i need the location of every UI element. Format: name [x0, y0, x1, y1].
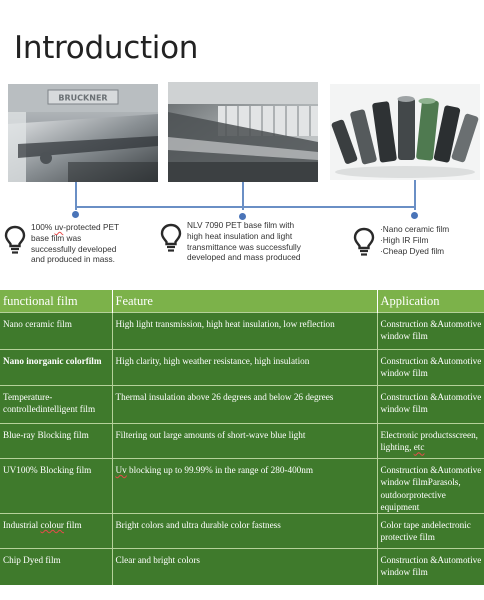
- milestone-3-text: [380, 224, 449, 256]
- text-segment: successfully developed: [31, 243, 117, 254]
- text-line: [116, 356, 310, 366]
- milestone-1-text: [31, 222, 119, 265]
- text-segment: Construction &: [380, 465, 438, 475]
- text-line: [187, 220, 301, 231]
- text-line: [31, 222, 119, 233]
- text-segment: Industrial: [3, 520, 41, 531]
- text-segment: ·High IR Film: [380, 234, 429, 245]
- cell-functional-film: [0, 424, 112, 459]
- text-segment: Automotive window film: [380, 319, 482, 342]
- table-row: [0, 459, 484, 514]
- text-line: [381, 555, 438, 565]
- cell-application: [377, 549, 484, 585]
- cell-feature: [112, 424, 377, 459]
- text-line: [380, 246, 449, 257]
- text-line: [3, 465, 91, 475]
- milestone-1: [4, 222, 119, 265]
- text-segment: transmittance was successfully: [187, 241, 301, 252]
- text-segment: Automotive window film: [380, 392, 482, 415]
- header-functional-film: functional film: [0, 290, 112, 313]
- text-segment: screen, lighting,: [380, 430, 478, 453]
- cell-application: [377, 313, 484, 350]
- text-segment: Parasols, outdoor: [380, 477, 461, 500]
- text-segment: Automotive window film: [380, 555, 482, 578]
- cell-functional-film: [0, 514, 112, 549]
- cell-application: [377, 459, 484, 514]
- cell-application: [377, 424, 484, 459]
- timeline-line: [76, 206, 416, 208]
- text-segment: film: [64, 520, 82, 531]
- cell-feature: [112, 350, 377, 386]
- text-segment: Chip Dyed film: [3, 555, 61, 566]
- text-line: [116, 430, 306, 440]
- text-line: [381, 356, 438, 366]
- table-row: [0, 313, 484, 350]
- text-line: [187, 231, 301, 242]
- header-feature: Feature: [112, 290, 377, 313]
- text-segment: Temperature-controlled: [3, 392, 53, 415]
- cell-application: [377, 514, 484, 549]
- cell-functional-film: [0, 313, 112, 350]
- table-row: [0, 386, 484, 424]
- text-line: [31, 254, 119, 265]
- text-segment: Automotive window film: [380, 356, 482, 379]
- cell-feature: [112, 549, 377, 585]
- text-segment: film: [85, 356, 102, 366]
- text-line: [381, 319, 438, 329]
- cell-feature: [112, 459, 377, 514]
- text-segment: blocking up to 99.99% in the range of 280-400nm: [126, 465, 314, 475]
- table-header-row: [0, 290, 484, 313]
- text-segment: Clear and bright colors: [115, 555, 200, 566]
- text-segment: Thermal insulation above 26 degrees and below 26 degrees: [115, 392, 334, 402]
- text-segment: NLV 7090 PET base film with: [187, 220, 295, 230]
- text-line: [116, 555, 200, 565]
- misspelled-word: colour: [40, 520, 64, 531]
- misspelled-word: uv: [54, 222, 64, 232]
- text-line: [380, 235, 449, 246]
- text-line: [31, 233, 119, 244]
- text-line: [381, 465, 438, 475]
- cell-application: [377, 350, 484, 386]
- text-segment: protective equipment: [380, 489, 446, 512]
- text-segment: Construction &: [380, 555, 438, 566]
- cell-feature: [112, 514, 377, 549]
- cell-application: [377, 386, 484, 424]
- text-line: [31, 244, 119, 255]
- text-segment: UV100% Blocking film: [3, 465, 92, 475]
- text-line: [116, 392, 334, 402]
- text-line: [116, 520, 281, 530]
- text-segment: Nano ceramic film: [3, 319, 72, 329]
- page-title: Introduction: [14, 30, 199, 66]
- timeline-dot-1: [72, 211, 79, 218]
- header-application: Application: [377, 290, 484, 313]
- text-segment: 100%: [31, 222, 55, 232]
- text-line: [86, 356, 102, 366]
- text-segment: High light transmission, high heat insulation, low reflection: [115, 319, 335, 329]
- bruckner-sign: BRUCKNER: [58, 93, 108, 103]
- milestone-3: [353, 224, 449, 257]
- text-segment: Construction &: [380, 319, 438, 329]
- stretching-machine-photo: [168, 82, 318, 182]
- timeline-dot-2: [239, 213, 246, 220]
- cell-functional-film: [0, 350, 112, 386]
- text-segment: developed and mass produced: [187, 252, 301, 263]
- lightbulb-icon: [160, 223, 182, 253]
- text-segment: ·Nano ceramic film: [380, 224, 450, 234]
- text-line: [381, 430, 453, 440]
- text-line: [381, 392, 438, 402]
- text-line: [3, 430, 89, 440]
- text-line: [40, 404, 95, 414]
- text-segment: High clarity, high weather resistance, high insulation: [115, 356, 310, 366]
- table-row: [0, 350, 484, 386]
- text-line: [3, 356, 86, 366]
- text-segment: high heat insulation and light: [187, 230, 293, 241]
- text-segment: Automotive window film: [380, 465, 482, 488]
- text-segment: Bright colors and ultra durable color fastness: [115, 520, 281, 531]
- misspelled-word: Uv: [115, 465, 127, 475]
- timeline-dot-3: [411, 212, 418, 219]
- text-line: [187, 242, 301, 253]
- text-segment: Filtering out large amounts of short-wave blue light: [115, 430, 306, 440]
- text-segment: Construction &: [380, 392, 438, 402]
- table-row: [0, 424, 484, 459]
- text-line: [3, 319, 72, 329]
- text-segment: Blue-ray Blocking film: [3, 430, 89, 440]
- text-line: [3, 555, 61, 565]
- cell-functional-film: [0, 459, 112, 514]
- film-table-grid: [0, 290, 484, 585]
- film-rolls-photo: [330, 84, 480, 180]
- cell-feature: [112, 386, 377, 424]
- table-body: [0, 313, 484, 585]
- text-line: [187, 252, 301, 263]
- lightbulb-icon: [353, 227, 375, 257]
- text-segment: and produced in mass.: [31, 254, 115, 265]
- text-line: [380, 224, 449, 235]
- text-segment: Nano inorganic color: [3, 356, 86, 366]
- cell-feature: [112, 313, 377, 350]
- text-segment: Construction &: [380, 356, 438, 366]
- lightbulb-icon: [4, 225, 26, 255]
- factory-line-photo: [8, 84, 158, 182]
- cell-functional-film: [0, 549, 112, 585]
- text-segment: intelligent film: [40, 404, 96, 415]
- text-segment: ·Cheap Dyed film: [380, 245, 445, 256]
- text-segment: -protected PET: [63, 222, 120, 232]
- text-segment: Color tape and: [380, 520, 435, 531]
- table-row: [0, 514, 484, 549]
- text-line: [116, 465, 314, 475]
- text-line: [381, 520, 435, 530]
- misspelled-word: etc: [413, 442, 425, 453]
- text-segment: Electronic products: [380, 430, 453, 440]
- text-line: [3, 520, 82, 530]
- text-segment: electronic protective film: [380, 520, 471, 543]
- cell-functional-film: [0, 386, 112, 424]
- film-table: [0, 290, 484, 600]
- text-segment: base film was: [31, 232, 82, 243]
- table-row: [0, 549, 484, 585]
- milestone-2: [160, 220, 301, 263]
- text-line: [116, 319, 335, 329]
- milestone-2-text: [187, 220, 301, 263]
